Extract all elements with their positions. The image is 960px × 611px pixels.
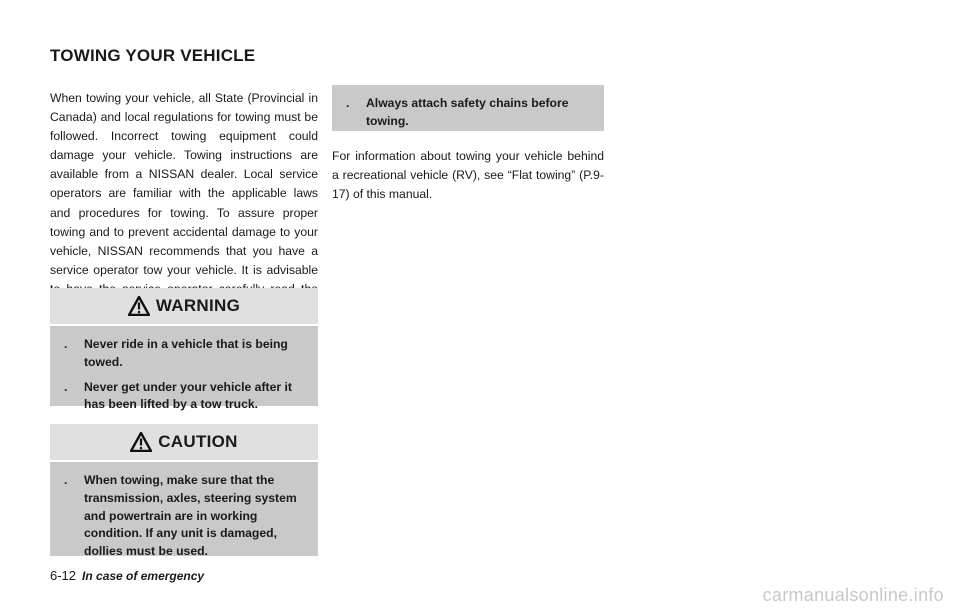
rv-towing-paragraph: For information about towing your vehicle behind a recreational vehicle (RV), see “Flat towing” (P.9-17) of this manual. [332, 149, 604, 202]
page-footer [50, 568, 204, 583]
section-title: TOWING YOUR VEHICLE [50, 46, 256, 65]
bullet-marker: . [64, 473, 68, 487]
warning-title-bar [50, 288, 318, 324]
warning-item-text: Never get under your vehicle after it has been lifted by a tow truck. [84, 379, 292, 412]
caution-item [62, 472, 308, 561]
caution-item-text: When towing, make sure that the transmission, axles, steering system and powertrain are in working condition. If any unit is damaged, dollies must be used. [84, 473, 297, 559]
bullet-marker: . [64, 337, 68, 351]
page-number: 6-12 [50, 568, 77, 583]
bullet-marker: . [346, 96, 350, 110]
warning-item [62, 379, 308, 415]
warning-body [50, 326, 318, 412]
warning-triangle-icon [128, 296, 150, 316]
note-item [344, 95, 594, 131]
caution-title: CAUTION [158, 432, 238, 451]
caution-title-bar [50, 424, 318, 460]
note-item-text: Always attach safety chains before towing. [366, 96, 569, 128]
warning-triangle-icon [130, 432, 152, 452]
footer-section-name: In case of emergency [82, 569, 205, 583]
warning-item-text: Never ride in a vehicle that is being towed. [84, 337, 288, 369]
intro-paragraph: When towing your vehicle, all State (Provincial in Canada) and local regulations for towing must be followed. Incorrect towing equipment could damage your vehicle. Towing instructions are available from a NISSAN dealer. Local service operators are familiar with the applicable laws and procedures for towing. To assure proper towing and to prevent accidental damage to your vehicle, NISSAN recommends that you have a service operator tow your vehicle. It is advisable [50, 91, 318, 277]
warning-item [62, 336, 308, 372]
bullet-marker: . [64, 379, 68, 394]
caution-body [50, 462, 318, 559]
safety-chains-note [332, 85, 604, 131]
watermark: carmanualsonline.info [762, 585, 944, 605]
warning-title: WARNING [155, 296, 241, 315]
